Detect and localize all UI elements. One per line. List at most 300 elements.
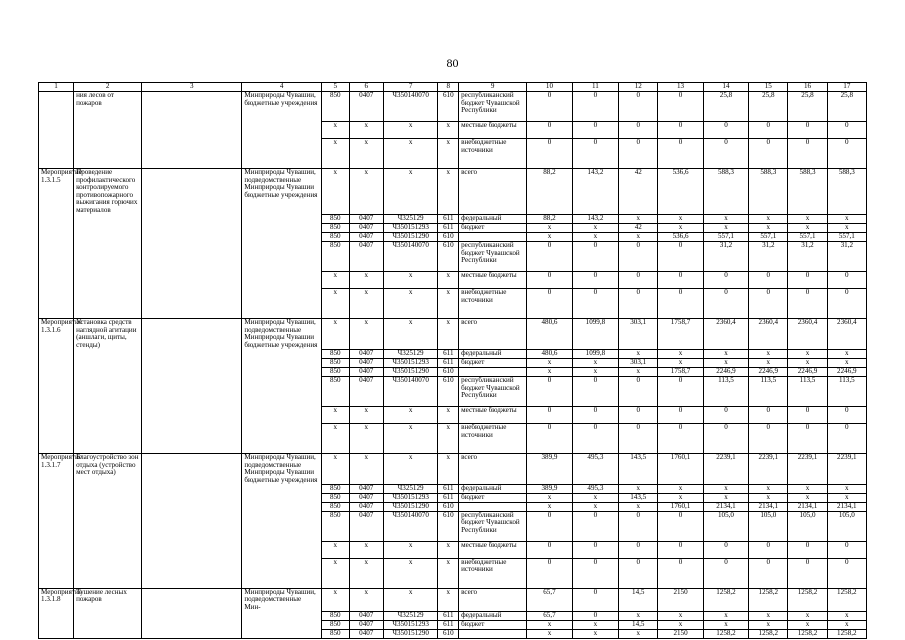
activity-cell xyxy=(39,621,74,630)
empty-cell xyxy=(142,453,242,484)
source-cell: федеральный xyxy=(459,349,527,358)
code-cell: 611 xyxy=(438,493,459,502)
value-cell: x xyxy=(703,215,748,224)
code-cell: 610 xyxy=(438,233,459,242)
code-cell: 0407 xyxy=(349,358,383,367)
code-cell: Ч350151293 xyxy=(383,358,438,367)
value-cell: 2246,9 xyxy=(703,367,748,376)
value-cell: 105,0 xyxy=(827,511,866,541)
value-cell: x xyxy=(619,215,658,224)
value-cell: 0 xyxy=(827,423,866,453)
value-cell: 0 xyxy=(658,242,703,272)
source-cell: внебюджетные источники xyxy=(459,423,527,453)
value-cell: 588,3 xyxy=(703,169,748,215)
activity-name-cell xyxy=(74,484,142,493)
code-cell: Ч325129 xyxy=(383,612,438,621)
code-cell: x xyxy=(438,289,459,319)
value-cell: 1099,8 xyxy=(572,319,618,350)
code-cell: 0407 xyxy=(349,215,383,224)
empty-cell xyxy=(142,541,242,558)
code-cell: x xyxy=(438,122,459,139)
table-row xyxy=(39,272,867,289)
code-cell: x xyxy=(321,272,349,289)
value-cell: 557,1 xyxy=(749,233,788,242)
value-cell: 389,9 xyxy=(527,484,572,493)
value-cell: 143,5 xyxy=(619,493,658,502)
value-cell: 2360,4 xyxy=(703,319,748,350)
value-cell: x xyxy=(788,621,827,630)
code-cell: 0407 xyxy=(349,367,383,376)
value-cell: 0 xyxy=(788,122,827,139)
value-cell: 0 xyxy=(703,122,748,139)
value-cell: 0 xyxy=(658,376,703,406)
value-cell: 0 xyxy=(749,558,788,588)
value-cell: x xyxy=(572,367,618,376)
executor-cell xyxy=(242,367,321,376)
code-cell: x xyxy=(349,541,383,558)
code-cell: x xyxy=(349,406,383,423)
value-cell: 1258,2 xyxy=(749,630,788,639)
empty-cell xyxy=(142,376,242,406)
source-cell: внебюджетные источники xyxy=(459,289,527,319)
activity-cell xyxy=(39,484,74,493)
executor-cell xyxy=(242,484,321,493)
value-cell: 0 xyxy=(572,541,618,558)
value-cell: 0 xyxy=(572,139,618,169)
value-cell: x xyxy=(788,493,827,502)
activity-cell xyxy=(39,502,74,511)
code-cell: 0407 xyxy=(349,224,383,233)
value-cell: x xyxy=(572,621,618,630)
code-cell: x xyxy=(383,289,438,319)
value-cell: 536,6 xyxy=(658,233,703,242)
value-cell: x xyxy=(827,215,866,224)
executor-cell xyxy=(242,272,321,289)
code-cell: Ч350140070 xyxy=(383,242,438,272)
code-cell: 0407 xyxy=(349,242,383,272)
activity-name-cell xyxy=(74,630,142,639)
value-cell: 588,3 xyxy=(788,169,827,215)
code-cell: x xyxy=(383,453,438,484)
value-cell: 0 xyxy=(827,558,866,588)
table-row xyxy=(39,493,867,502)
executor-cell: Минприроды Чувашии, подведомственные Минприроды Чувашии бюджетные учреждения xyxy=(242,453,321,484)
table-row xyxy=(39,319,867,350)
page-number: 80 xyxy=(446,56,459,70)
source-cell: местные бюджеты xyxy=(459,541,527,558)
activity-name-cell xyxy=(74,558,142,588)
code-cell: 611 xyxy=(438,484,459,493)
value-cell: 14,5 xyxy=(619,588,658,611)
code-cell: x xyxy=(438,423,459,453)
value-cell: x xyxy=(619,630,658,639)
value-cell: 0 xyxy=(658,406,703,423)
executor-cell xyxy=(242,139,321,169)
table-row xyxy=(39,511,867,541)
source-cell: федеральный xyxy=(459,484,527,493)
code-cell: x xyxy=(321,406,349,423)
value-cell: 2246,9 xyxy=(827,367,866,376)
activity-name-cell: Тушение лесных пожаров xyxy=(74,588,142,611)
value-cell: 1758,7 xyxy=(658,319,703,350)
value-cell: 0 xyxy=(572,612,618,621)
code-cell: 850 xyxy=(321,215,349,224)
activity-cell xyxy=(39,215,74,224)
code-cell: 611 xyxy=(438,612,459,621)
value-cell: 65,7 xyxy=(527,588,572,611)
code-cell: Ч350151293 xyxy=(383,224,438,233)
value-cell: x xyxy=(619,484,658,493)
code-cell: 850 xyxy=(321,630,349,639)
value-cell: x xyxy=(749,612,788,621)
value-cell: 2134,1 xyxy=(827,502,866,511)
column-header: 6 xyxy=(349,83,383,92)
code-cell: x xyxy=(349,272,383,289)
empty-cell xyxy=(142,621,242,630)
activity-cell xyxy=(39,376,74,406)
activity-name-cell xyxy=(74,612,142,621)
value-cell: 0 xyxy=(619,376,658,406)
value-cell: 0 xyxy=(619,406,658,423)
value-cell: 0 xyxy=(572,272,618,289)
value-cell: 2239,1 xyxy=(749,453,788,484)
value-cell: 0 xyxy=(527,139,572,169)
code-cell: Ч350151293 xyxy=(383,621,438,630)
value-cell: 42 xyxy=(619,169,658,215)
value-cell: 25,8 xyxy=(749,92,788,122)
value-cell: 0 xyxy=(658,289,703,319)
value-cell: x xyxy=(827,493,866,502)
value-cell: 88,2 xyxy=(527,215,572,224)
value-cell: 0 xyxy=(619,541,658,558)
value-cell: 1099,8 xyxy=(572,349,618,358)
source-cell: республиканский бюджет Чувашской Республики xyxy=(459,242,527,272)
value-cell: x xyxy=(788,224,827,233)
value-cell: x xyxy=(572,493,618,502)
activity-cell: Мероприятие 1.3.1.8 xyxy=(39,588,74,611)
code-cell: Ч325129 xyxy=(383,484,438,493)
value-cell: x xyxy=(527,233,572,242)
empty-cell xyxy=(142,169,242,215)
value-cell: x xyxy=(703,612,748,621)
code-cell: x xyxy=(349,453,383,484)
empty-cell xyxy=(142,349,242,358)
table-row xyxy=(39,502,867,511)
activity-cell xyxy=(39,630,74,639)
value-cell: x xyxy=(572,630,618,639)
executor-cell xyxy=(242,493,321,502)
value-cell: 0 xyxy=(572,289,618,319)
value-cell: x xyxy=(658,215,703,224)
code-cell: x xyxy=(321,169,349,215)
value-cell: 143,2 xyxy=(572,215,618,224)
code-cell: 850 xyxy=(321,502,349,511)
code-cell: x xyxy=(383,272,438,289)
value-cell: x xyxy=(703,493,748,502)
code-cell: 850 xyxy=(321,349,349,358)
code-cell: x xyxy=(438,319,459,350)
value-cell: 0 xyxy=(619,272,658,289)
value-cell: x xyxy=(619,233,658,242)
activity-cell xyxy=(39,233,74,242)
empty-cell xyxy=(142,502,242,511)
value-cell: x xyxy=(658,621,703,630)
source-cell: внебюджетные источники xyxy=(459,139,527,169)
source-cell: бюджет xyxy=(459,493,527,502)
activity-name-cell xyxy=(74,233,142,242)
source-cell: местные бюджеты xyxy=(459,122,527,139)
executor-cell xyxy=(242,511,321,541)
executor-cell xyxy=(242,224,321,233)
source-cell: всего xyxy=(459,169,527,215)
code-cell: x xyxy=(321,423,349,453)
activity-cell xyxy=(39,92,74,122)
code-cell: 0407 xyxy=(349,511,383,541)
value-cell: x xyxy=(658,349,703,358)
code-cell: x xyxy=(349,289,383,319)
value-cell: 31,2 xyxy=(827,242,866,272)
value-cell: 0 xyxy=(788,139,827,169)
activity-name-cell xyxy=(74,367,142,376)
value-cell: 25,8 xyxy=(827,92,866,122)
code-cell: 0407 xyxy=(349,630,383,639)
value-cell: 0 xyxy=(619,92,658,122)
activity-name-cell xyxy=(74,349,142,358)
column-header: 17 xyxy=(827,83,866,92)
activity-name-cell: Благоустройство зон отдыха (устройство мест отдыха) xyxy=(74,453,142,484)
code-cell: 850 xyxy=(321,367,349,376)
code-cell: 850 xyxy=(321,484,349,493)
value-cell: 0 xyxy=(703,423,748,453)
empty-cell xyxy=(142,242,242,272)
code-cell: x xyxy=(438,169,459,215)
value-cell: 588,3 xyxy=(827,169,866,215)
value-cell: x xyxy=(572,358,618,367)
code-cell: Ч350140070 xyxy=(383,376,438,406)
value-cell: 1258,2 xyxy=(827,630,866,639)
value-cell: x xyxy=(788,612,827,621)
value-cell: 0 xyxy=(527,122,572,139)
code-cell: x xyxy=(438,406,459,423)
empty-cell xyxy=(142,358,242,367)
source-cell: местные бюджеты xyxy=(459,406,527,423)
table-row xyxy=(39,122,867,139)
value-cell: 0 xyxy=(527,92,572,122)
value-cell: 0 xyxy=(703,406,748,423)
table-row xyxy=(39,289,867,319)
value-cell: x xyxy=(749,484,788,493)
activity-name-cell xyxy=(74,224,142,233)
value-cell: 42 xyxy=(619,224,658,233)
empty-cell xyxy=(142,272,242,289)
value-cell: 143,2 xyxy=(572,169,618,215)
value-cell: 0 xyxy=(527,242,572,272)
value-cell: 0 xyxy=(619,558,658,588)
executor-cell: Минприроды Чувашии, подведомственные Минприроды Чувашии бюджетные учреждения xyxy=(242,319,321,350)
value-cell: 25,8 xyxy=(703,92,748,122)
value-cell: 0 xyxy=(658,122,703,139)
value-cell: x xyxy=(658,484,703,493)
value-cell: 0 xyxy=(749,122,788,139)
empty-cell xyxy=(142,630,242,639)
value-cell: 0 xyxy=(619,511,658,541)
source-cell: внебюджетные источники xyxy=(459,558,527,588)
column-header: 15 xyxy=(749,83,788,92)
code-cell: 610 xyxy=(438,511,459,541)
table-row xyxy=(39,423,867,453)
value-cell: 0 xyxy=(703,289,748,319)
column-header: 2 xyxy=(74,83,142,92)
table-row xyxy=(39,376,867,406)
activity-cell xyxy=(39,541,74,558)
value-cell: 2246,9 xyxy=(788,367,827,376)
value-cell: 0 xyxy=(572,376,618,406)
source-cell: всего xyxy=(459,319,527,350)
column-header: 7 xyxy=(383,83,438,92)
code-cell: x xyxy=(438,453,459,484)
activity-name-cell xyxy=(74,272,142,289)
value-cell: 2360,4 xyxy=(788,319,827,350)
value-cell: x xyxy=(703,621,748,630)
activity-name-cell xyxy=(74,406,142,423)
value-cell: x xyxy=(527,493,572,502)
activity-cell xyxy=(39,511,74,541)
code-cell: 850 xyxy=(321,224,349,233)
table-row xyxy=(39,558,867,588)
code-cell: 610 xyxy=(438,376,459,406)
value-cell: 31,2 xyxy=(703,242,748,272)
activity-cell xyxy=(39,224,74,233)
value-cell: 31,2 xyxy=(749,242,788,272)
code-cell: 0407 xyxy=(349,92,383,122)
table-row xyxy=(39,484,867,493)
value-cell: x xyxy=(788,484,827,493)
activity-name-cell: Проведение профилактического контролируемого противопожарного выжигания горючих материалов xyxy=(74,169,142,215)
value-cell: 0 xyxy=(749,406,788,423)
code-cell: 0407 xyxy=(349,493,383,502)
source-cell: республиканский бюджет Чувашской Республики xyxy=(459,511,527,541)
value-cell: x xyxy=(619,612,658,621)
code-cell: 610 xyxy=(438,242,459,272)
value-cell: 0 xyxy=(527,289,572,319)
value-cell: 14,5 xyxy=(619,621,658,630)
code-cell: x xyxy=(349,423,383,453)
code-cell: x xyxy=(383,423,438,453)
code-cell: x xyxy=(383,319,438,350)
activity-cell xyxy=(39,289,74,319)
value-cell: 536,6 xyxy=(658,169,703,215)
code-cell: x xyxy=(321,289,349,319)
value-cell: 495,3 xyxy=(572,484,618,493)
activity-cell xyxy=(39,423,74,453)
value-cell: 0 xyxy=(527,558,572,588)
value-cell: 2239,1 xyxy=(827,453,866,484)
code-cell: Ч350140070 xyxy=(383,92,438,122)
empty-cell xyxy=(142,233,242,242)
value-cell: 0 xyxy=(572,588,618,611)
executor-cell xyxy=(242,376,321,406)
value-cell: x xyxy=(827,358,866,367)
executor-cell xyxy=(242,349,321,358)
value-cell: 1258,2 xyxy=(827,588,866,611)
value-cell: x xyxy=(827,484,866,493)
code-cell: 0407 xyxy=(349,612,383,621)
source-cell: всего xyxy=(459,588,527,611)
code-cell: x xyxy=(383,122,438,139)
value-cell: x xyxy=(749,224,788,233)
value-cell: 0 xyxy=(527,376,572,406)
value-cell: 557,1 xyxy=(703,233,748,242)
executor-cell xyxy=(242,406,321,423)
value-cell: 0 xyxy=(788,272,827,289)
value-cell: 0 xyxy=(827,541,866,558)
table-row xyxy=(39,406,867,423)
value-cell: x xyxy=(572,224,618,233)
empty-cell xyxy=(142,367,242,376)
value-cell: 0 xyxy=(788,541,827,558)
code-cell: 850 xyxy=(321,92,349,122)
executor-cell xyxy=(242,558,321,588)
value-cell: 2360,4 xyxy=(749,319,788,350)
activity-name-cell: ния лесов от пожаров xyxy=(74,92,142,122)
code-cell: 610 xyxy=(438,367,459,376)
value-cell: 105,0 xyxy=(749,511,788,541)
executor-cell xyxy=(242,289,321,319)
activity-cell: Мероприятие 1.3.1.6 xyxy=(39,319,74,350)
value-cell: x xyxy=(658,612,703,621)
value-cell: 0 xyxy=(619,289,658,319)
activity-cell xyxy=(39,367,74,376)
activity-cell xyxy=(39,349,74,358)
value-cell: 0 xyxy=(749,289,788,319)
value-cell: 2150 xyxy=(658,588,703,611)
code-cell: 850 xyxy=(321,621,349,630)
activity-cell xyxy=(39,612,74,621)
value-cell: 0 xyxy=(572,558,618,588)
code-cell: x xyxy=(349,169,383,215)
value-cell: 495,3 xyxy=(572,453,618,484)
code-cell: x xyxy=(321,319,349,350)
code-cell: Ч350151290 xyxy=(383,233,438,242)
executor-cell xyxy=(242,215,321,224)
code-cell: x xyxy=(321,139,349,169)
code-cell: x xyxy=(349,139,383,169)
table-row xyxy=(39,541,867,558)
value-cell: x xyxy=(572,502,618,511)
value-cell: x xyxy=(572,233,618,242)
empty-cell xyxy=(142,423,242,453)
value-cell: 0 xyxy=(572,511,618,541)
code-cell: 611 xyxy=(438,224,459,233)
value-cell: 31,2 xyxy=(788,242,827,272)
source-cell: бюджет xyxy=(459,621,527,630)
code-cell: x xyxy=(383,169,438,215)
value-cell: 1258,2 xyxy=(749,588,788,611)
empty-cell xyxy=(142,289,242,319)
activity-name-cell xyxy=(74,242,142,272)
value-cell: x xyxy=(788,358,827,367)
value-cell: 0 xyxy=(788,289,827,319)
code-cell: x xyxy=(383,558,438,588)
value-cell: 0 xyxy=(658,272,703,289)
value-cell: 303,1 xyxy=(619,319,658,350)
value-cell: 557,1 xyxy=(827,233,866,242)
value-cell: 113,5 xyxy=(788,376,827,406)
value-cell: 0 xyxy=(827,289,866,319)
value-cell: 0 xyxy=(619,139,658,169)
value-cell: x xyxy=(827,224,866,233)
code-cell: 0407 xyxy=(349,376,383,406)
